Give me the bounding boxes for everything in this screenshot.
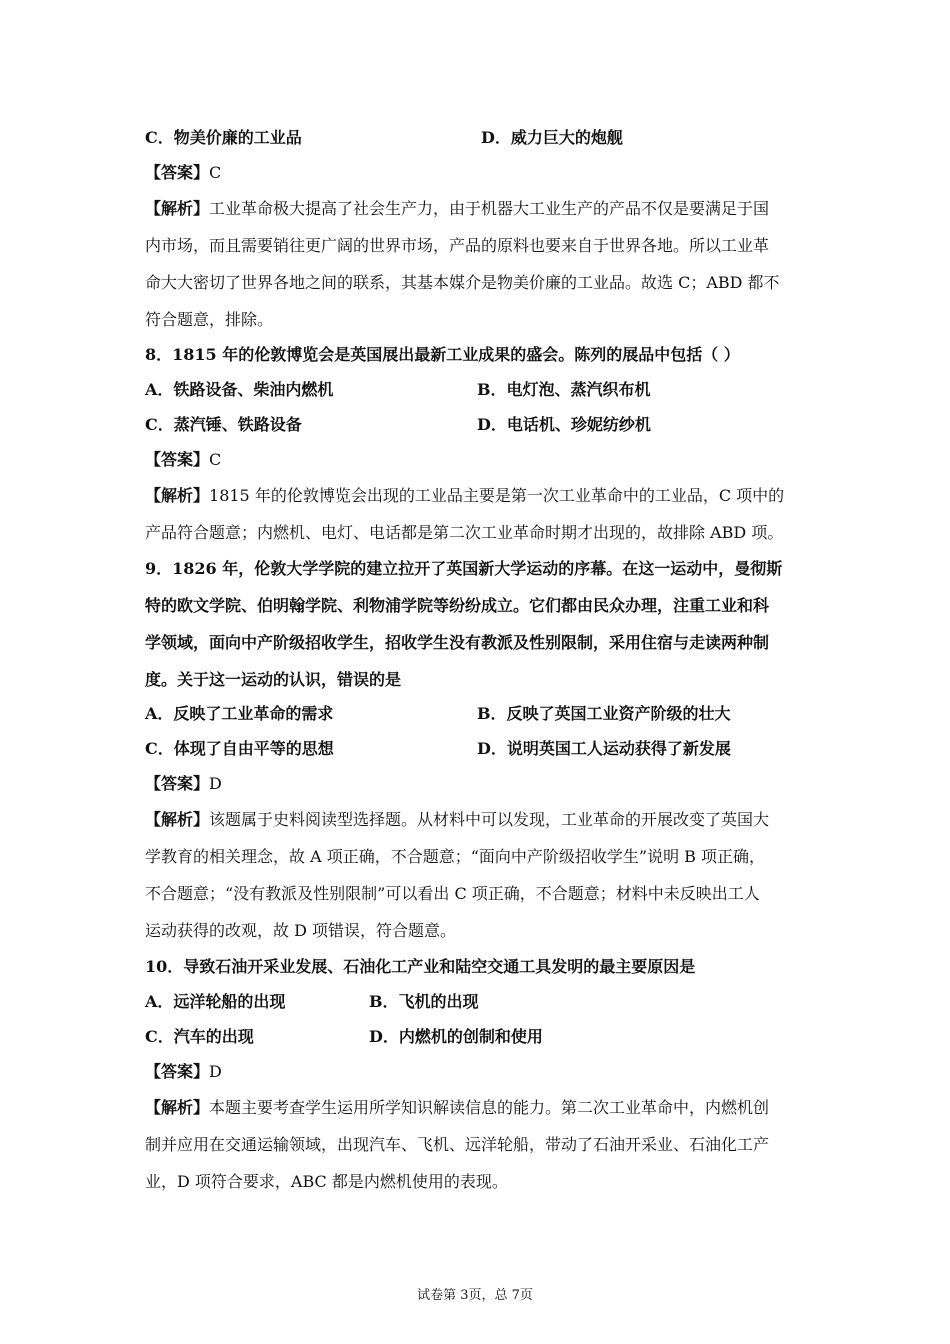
q10-option-d: D．内燃机的创制和使用 [369,1027,543,1046]
q7-analysis-line: 内市场，而且需要销往更广阔的世界市场，产品的原料也要来自于世界各地。所以工业革 [145,236,770,255]
q10-stem: 10．导致石油开采业发展、石油化工产业和陆空交通工具发明的最主要原因是 [145,957,696,976]
analysis-label: 【解析】 [145,1098,210,1117]
q10-option-a: A．远洋轮船的出现 [145,992,286,1011]
q10-option-b: B．飞机的出现 [369,992,479,1011]
analysis-label: 【解析】 [145,810,210,829]
q9-option-d: D．说明英国工人运动获得了新发展 [477,739,731,758]
q9-analysis-line [145,810,769,830]
analysis-label: 【解析】 [145,486,210,505]
answer-value: D [209,1062,222,1081]
answer-label: 【答案】 [145,1062,210,1081]
q10-analysis-line: 业，D 项符合要求，ABC 都是内燃机使用的表现。 [145,1172,508,1191]
analysis-text: 工业革命极大提高了社会生产力，由于机器大工业生产的产品不仅是要满足于国 [209,199,770,218]
q7-option-d: D．威力巨大的炮舰 [481,128,623,147]
answer-label: 【答案】 [145,774,210,793]
q9-analysis-line: 不合题意；“没有教派及性别限制”可以看出 C 项正确，不合题意；材料中未反映出工人 [145,884,760,903]
q8-option-a: A．铁路设备、柴油内燃机 [145,380,334,399]
answer-label: 【答案】 [145,450,210,469]
page-footer: 试卷第 3页，总 7页 [417,1288,533,1303]
q9-stem-line: 特的欧文学院、伯明翰学院、利物浦学院等纷纷成立。它们都由民众办理，注重工业和科 [145,596,770,615]
analysis-text: 1815 年的伦敦博览会出现的工业品主要是第一次工业革命中的工业品，C 项中的 [209,486,785,505]
q10-analysis-line [145,1098,769,1118]
q9-stem-line: 学领域，面向中产阶级招收学生，招收学生没有教派及性别限制，采用住宿与走读两种制 [145,633,770,652]
q9-analysis-line: 运动获得的改观，故 D 项错误，符合题意。 [145,921,457,940]
q9-analysis-line: 学教育的相关理念，故 A 项正确，不合题意；“面向中产阶级招收学生”说明 B 项正确， [145,847,766,866]
q9-answer [145,774,222,794]
answer-value: C [209,450,222,469]
q10-option-c: C．汽车的出现 [145,1027,254,1046]
q10-analysis-line: 制并应用在交通运输领域，出现汽车、飞机、远洋轮船，带动了石油开采业、石油化工产 [145,1135,770,1154]
q7-option-c: C．物美价廉的工业品 [145,128,302,147]
q9-stem-line: 9．1826 年，伦敦大学学院的建立拉开了英国新大学运动的序幕。在这一运动中，曼彻斯 [145,559,783,578]
q8-answer [145,450,221,470]
q8-analysis-line [145,486,784,506]
q7-answer [145,163,221,183]
q8-option-c: C．蒸汽锤、铁路设备 [145,415,302,434]
q8-analysis-line: 产品符合题意；内燃机、电灯、电话都是第二次工业革命时期才出现的，故排除 ABD 项。 [145,523,784,542]
analysis-label: 【解析】 [145,199,210,218]
q10-answer [145,1062,222,1082]
q8-option-b: B．电灯泡、蒸汽织布机 [477,380,651,399]
q9-option-a: A．反映了工业革命的需求 [145,704,334,723]
analysis-text: 本题主要考查学生运用所学知识解读信息的能力。第二次工业革命中，内燃机创 [209,1098,770,1117]
q9-option-b: B．反映了英国工业资产阶级的壮大 [477,704,731,723]
q9-stem-line: 度。关于这一运动的认识，错误的是 [145,670,402,689]
q7-analysis-line [145,199,769,219]
q8-stem: 8．1815 年的伦敦博览会是英国展出最新工业成果的盛会。陈列的展品中包括（ ） [145,345,740,364]
analysis-text: 该题属于史料阅读型选择题。从材料中可以发现，工业革命的开展改变了英国大 [209,810,770,829]
answer-value: D [209,774,222,793]
answer-value: C [209,163,222,182]
q9-option-c: C．体现了自由平等的思想 [145,739,334,758]
answer-label: 【答案】 [145,163,210,182]
q7-analysis-line: 符合题意，排除。 [145,310,274,329]
q7-analysis-line: 命大大密切了世界各地之间的联系，其基本媒介是物美价廉的工业品。故选 C；ABD 都不 [145,273,780,292]
q8-option-d: D．电话机、珍妮纺纱机 [477,415,651,434]
